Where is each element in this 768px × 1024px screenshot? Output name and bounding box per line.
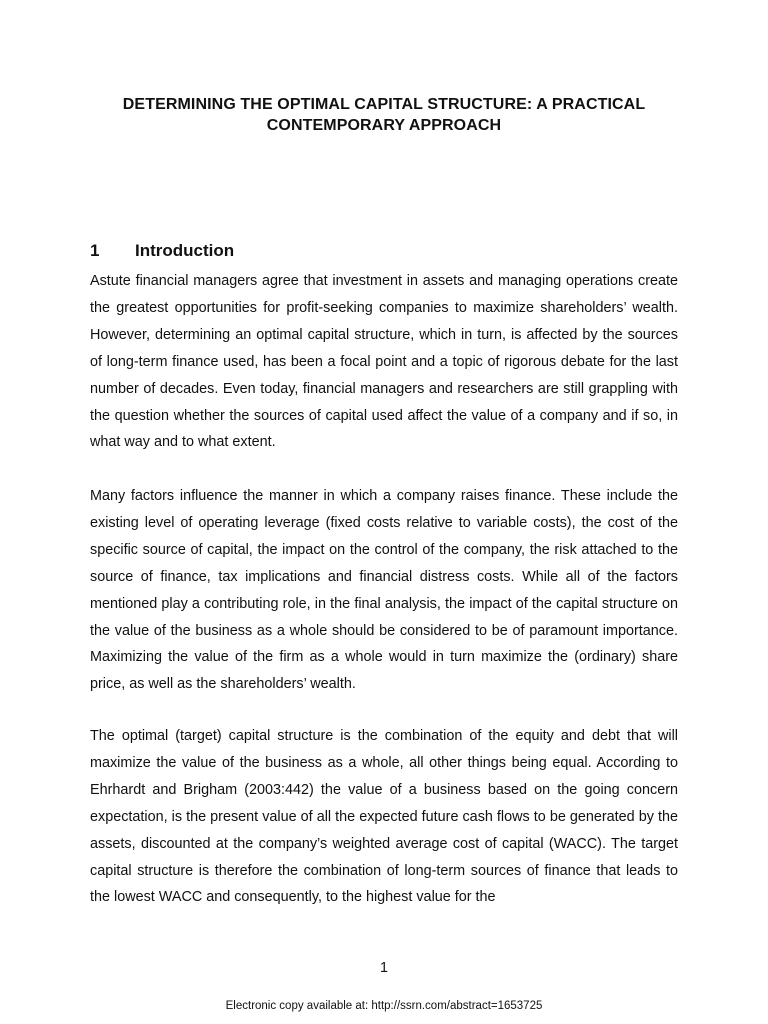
paragraph-1: Astute financial managers agree that investment in assets and managing operations create the greatest opportunities for profit-seeking companies to maximize shareholders’ wealth. However, determining an optimal capital structure, which in turn, is affected by the sources of long-term finance used, has been a focal point and a topic of rigorous debate for the last number of decades. Even today, financial managers and researchers are still grappling with the question whether the sources of capital used affect the value of a company and if so, in what way and to what extent. [90,273,678,451]
paragraph-3: The optimal (target) capital structure is the combination of the equity and debt that will maximize the value of the business as a whole, all other things being equal. According to Ehrhardt and Brigham (2003:442) the value of a business based on the going concern expectation, is the present value of all the expected future cash flows to be generated by the assets, discounted at the company’s weighted average cost of capital (WACC). The target capital structure is therefore the combination of long-term sources of finance that leads to the lowest WACC and consequently, to the highest value for the [90,728,678,906]
paper-title-line-2: CONTEMPORARY APPROACH [266,117,502,134]
page-number: 1 [379,960,388,976]
paragraph-2: Many factors influence the manner in which a company raises finance. These include the existing level of operating leverage (fixed costs relative to variable costs), the cost of the specific source of capital, the impact on the control of the company, the risk attached to the source of finance, tax implications and financial distress costs. While all of the factors mentioned play a contributing role, in the final analysis, the impact of the capital structure on the value of the business as a whole should be considered to be of paramount importance. Maximizing the value of the firm as a whole would in turn maximize the (ordinary) share price, as well as the shareholders’ wealth. [90,488,678,693]
paper-title-line-1: DETERMINING THE OPTIMAL CAPITAL STRUCTURE: A PRACTICAL [122,96,646,113]
section-heading [90,241,234,261]
footer-note: Electronic copy available at: http://ssrn.com/abstract=1653725 [225,1000,543,1012]
section-title: Introduction [135,241,235,260]
paper-title [60,94,708,136]
section-number: 1 [90,241,100,260]
